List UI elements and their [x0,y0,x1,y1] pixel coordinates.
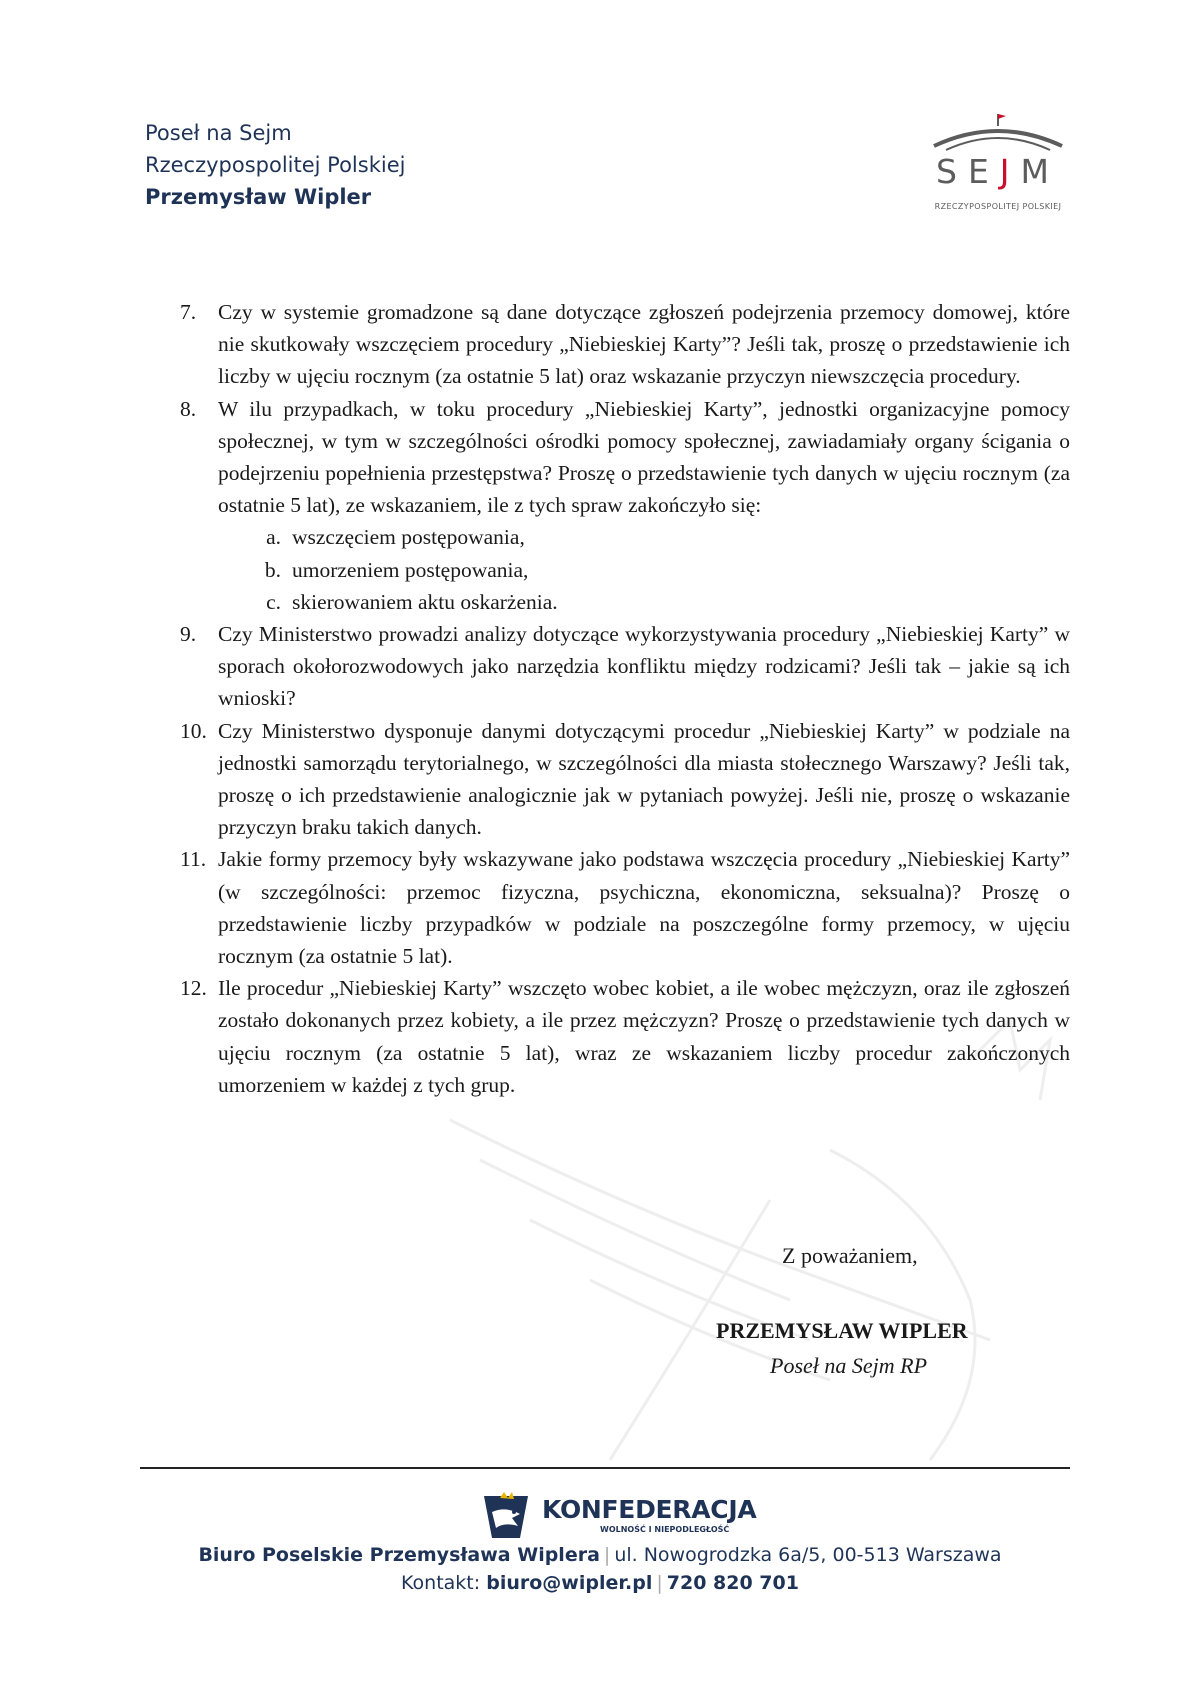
sejm-letter-e: E [967,152,1000,191]
footer-separator-2: | [656,1572,663,1594]
question-item [180,618,1070,715]
question-text: Ile procedur „Niebieskiej Karty” wszczęto wobec kobiet, a ile wobec mężczyzn, oraz ile zgłoszeń zostało dokonanych przez kobiety, a ile przez mężczyzn? Proszę o przedstawienie tych danych w ujęciu rocznym (za ostatnie 5 lat), wraz ze wskazaniem liczby procedur zakończonych umorzeniem w każdej z tych grup. [218,976,1070,1097]
konfederacja-logo-icon [478,1492,534,1542]
sejm-letter-m: M [1020,152,1061,191]
sub-item [218,521,1070,553]
question-number: 12. [180,976,207,1001]
question-item [180,296,1070,393]
konfederacja-tagline: WOLNOŚĆ I NIEPODLEGŁOŚĆ [600,1525,730,1534]
letterhead-title [145,117,405,213]
sub-list [218,521,1070,618]
sub-item [218,586,1070,618]
question-number: 11. [180,847,207,872]
sejm-subtitle: RZECZYPOSPOLITEJ POLSKIEJ [934,202,1062,211]
header-line-1: Poseł na Sejm [145,121,292,145]
footer-email: biuro@wipler.pl [486,1572,653,1594]
sejm-letter-s: S [935,152,968,191]
question-text: Jakie formy przemocy były wskazywane jako podstawa wszczęcia procedury „Niebieskiej Karty” (w szczególności: przemoc fizyczna, psychiczna, ekonomiczna, seksualna)? Proszę o przedstawienie liczby przypadków w podziale na poszczególne formy przemocy, w ujęciu rocznym (za ostatnie 5 lat). [218,847,1070,969]
question-text: W ilu przypadkach, w toku procedury „Niebieskiej Karty”, jednostki organizacyjne pomocy społecznej, w tym w szczególności ośrodki pomocy społecznej, zawiadamiały organy ścigania o podejrzeniu popełnienia przestępstwa? Proszę o przedstawienie tych danych w ujęciu rocznym (za ostatnie 5 lat), ze wskazaniem, ile z tych spraw zakończyło się: [218,396,1070,518]
sejm-logo [928,112,1068,218]
sub-item-text: umorzeniem postępowania, [292,557,529,582]
signature-name: PRZEMYSŁAW WIPLER [716,1318,968,1343]
header-name: Przemysław Wipler [145,185,372,209]
question-number: 10. [180,718,207,743]
question-text: Czy w systemie gromadzone są dane dotyczące zgłoszeń podejrzenia przemocy domowej, które nie skutkowały wszczęciem procedury „Niebieskiej Karty”? Jeśli tak, proszę o przedstawienie ich liczby w ujęciu rocznym (za ostatnie 5 lat) oraz wskazanie przyczyn niewszczęcia procedury. [218,300,1070,389]
footer-divider [140,1467,1070,1469]
sub-item-letter: b. [264,557,281,582]
question-item [180,972,1070,1101]
konfederacja-wordmark: KONFEDERACJA [542,1495,757,1524]
question-text: Czy Ministerstwo prowadzi analizy dotyczące wykorzystywania procedury „Niebieskiej Karty” w sporach okołorozwodowych jako narzędzia konfliktu między rodzicami? Jeśli tak – jakie są ich wnioski? [218,622,1070,711]
footer-office: Biuro Poselskie Przemysława Wiplera [198,1544,600,1566]
question-number: 8. [180,396,197,421]
footer-address: ul. Nowogrodzka 6a/5, 00-513 Warszawa [614,1544,1002,1566]
sejm-wordmark [928,152,1068,191]
footer-contact-label: Kontakt: [401,1572,481,1594]
sub-item-text: skierowaniem aktu oskarżenia. [292,589,558,614]
closing-salutation: Z poważaniem, [782,1243,918,1268]
question-item [180,715,1070,844]
footer-address-line [0,1544,1200,1566]
question-number: 7. [180,300,197,324]
sub-item-letter: a. [266,525,281,550]
question-number: 9. [180,622,197,647]
sejm-letter-j: J [999,152,1021,191]
footer-phone: 720 820 701 [666,1572,799,1594]
footer-separator: | [603,1544,611,1566]
sub-item-text: wszczęciem postępowania, [292,525,525,550]
sub-item [218,554,1070,586]
signature-title: Poseł na Sejm RP [770,1353,928,1378]
sub-item-letter: c. [266,589,281,614]
letter-body [180,296,1070,1101]
question-text: Czy Ministerstwo dysponuje danymi dotyczącymi procedur „Niebieskiej Karty” w podziale na jednostki samorządu terytorialnego, w szczególności dla miasta stołecznego Warszawy? Jeśli tak, proszę o ich przedstawienie analogicznie jak w pytaniach powyżej. Jeśli nie, proszę o wskazanie przyczyn braku takich danych. [218,718,1070,840]
question-item [180,393,1070,618]
header-line-2: Rzeczypospolitej Polskiej [145,153,406,177]
question-item [180,843,1070,972]
question-list [180,296,1070,1101]
footer-contact-line [0,1572,1200,1594]
